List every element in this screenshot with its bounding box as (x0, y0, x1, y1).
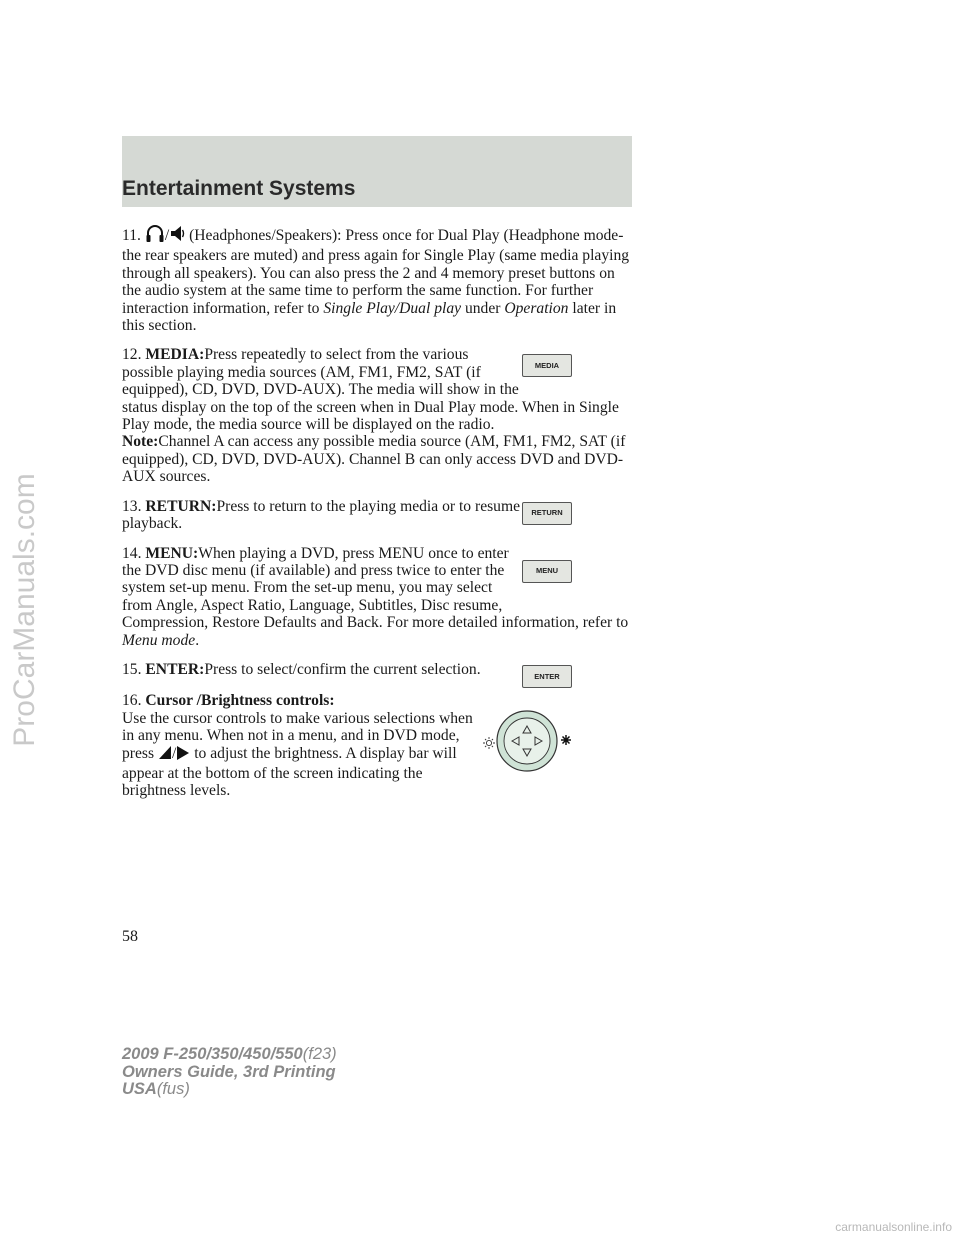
item-number: 14. (122, 544, 142, 562)
triangle-right-icon (176, 745, 190, 765)
item-text: under (461, 299, 505, 317)
separator-slash: / (164, 227, 170, 244)
media-button-figure (522, 346, 632, 392)
item-number: 16. (122, 692, 142, 710)
item-text: to adjust the brightness. A display bar will appear at the bottom of the screen indicating the brightness levels. (122, 744, 457, 800)
item-text: Use the cursor controls to make various selections when in any menu. When not in a menu, and in DVD mode, press (122, 709, 473, 762)
item-number: 12. (122, 346, 142, 364)
footer-region: USA (122, 1080, 157, 1098)
separator-slash: / (171, 744, 177, 762)
item-13 (122, 498, 632, 533)
side-watermark (5, 460, 45, 760)
cursor-dial-icon (452, 697, 602, 777)
headphones-icon (145, 224, 165, 247)
side-watermark-text: ProCarManuals.com (8, 473, 41, 747)
item-text: later in this section. (122, 299, 617, 335)
footer-info (122, 1046, 337, 1099)
item-label: MEDIA: (145, 346, 205, 364)
note-text: Channel A can access any possible media source (AM, FM1, FM2, SAT (if equipped), CD, DVD, DVD-AUX). Channel B can only access DVD and DVD-AUX sources. (122, 433, 626, 486)
item-text: Press repeatedly to select from the various possible playing media sources (AM, FM1, FM2, SAT (if equipped), CD, DVD, DVD-AUX). The media will show in the status display on the top of the screen when in Dual Play mode. When in Single Play mode, the media source will be displayed on the radio. (122, 346, 619, 434)
return-button: RETURN (522, 502, 572, 525)
item-text: Press to select/confirm the current selection. (204, 660, 481, 678)
item-number: 11. (122, 227, 141, 244)
item-text: Press to return to the playing media or to resume playback. (122, 497, 521, 533)
item-text: (Headphones/Speakers): Press once for Dual Play (Headphone mode- the rear speakers are muted) and press again for Single Play (same media playing through all speakers). You can also press the 2 and 4 memory preset buttons on the audio system at the same time to perform the same function. For further interaction information, refer to (122, 227, 630, 317)
item-label: RETURN: (145, 497, 217, 515)
menu-button: MENU (522, 560, 572, 583)
cross-reference: Menu mode (122, 631, 196, 649)
return-button-figure (522, 498, 632, 552)
cross-reference: Operation (504, 299, 569, 317)
footer-model-code: (f23) (302, 1045, 337, 1063)
note-label: Note: (122, 433, 159, 451)
bottom-watermark: carmanualsonline.info (835, 1220, 952, 1234)
item-16 (122, 692, 632, 799)
item-label: Cursor /Brightness controls: (145, 692, 335, 710)
item-text: When playing a DVD, press MENU once to enter the DVD disc menu (if available) and press twice to enter the system set-up menu. From the set-up menu, you may select from Angle, Aspect Ratio, Language, Subtitles, Disc resume, Compression, Restore Defaults and Back. For more detailed information, refer to (122, 544, 629, 632)
page-number: 58 (122, 928, 138, 945)
item-14 (122, 545, 632, 649)
item-label: ENTER: (145, 660, 205, 678)
item-label: MENU: (145, 544, 199, 562)
item-number: 13. (122, 497, 142, 515)
footer-region-code: (fus) (156, 1080, 190, 1098)
speaker-icon (169, 224, 185, 247)
enter-button-figure (522, 661, 632, 697)
manual-content (122, 224, 632, 812)
cross-reference: Single Play/Dual play (323, 299, 462, 317)
triangle-left-icon (158, 745, 172, 765)
item-15 (122, 660, 632, 681)
footer-guide: Owners Guide, 3rd Printing (122, 1062, 336, 1081)
item-11 (122, 224, 632, 334)
cursor-dial-figure (482, 697, 632, 789)
footer-model: 2009 F-250/350/450/550 (122, 1045, 303, 1063)
menu-button-figure (522, 552, 632, 604)
item-text: . (195, 631, 200, 649)
item-number: 15. (122, 660, 142, 678)
item-12 (122, 346, 632, 485)
section-header-band (122, 136, 632, 207)
enter-button: ENTER (522, 665, 572, 688)
media-button: MEDIA (522, 354, 572, 377)
section-title: Entertainment Systems (122, 177, 356, 200)
